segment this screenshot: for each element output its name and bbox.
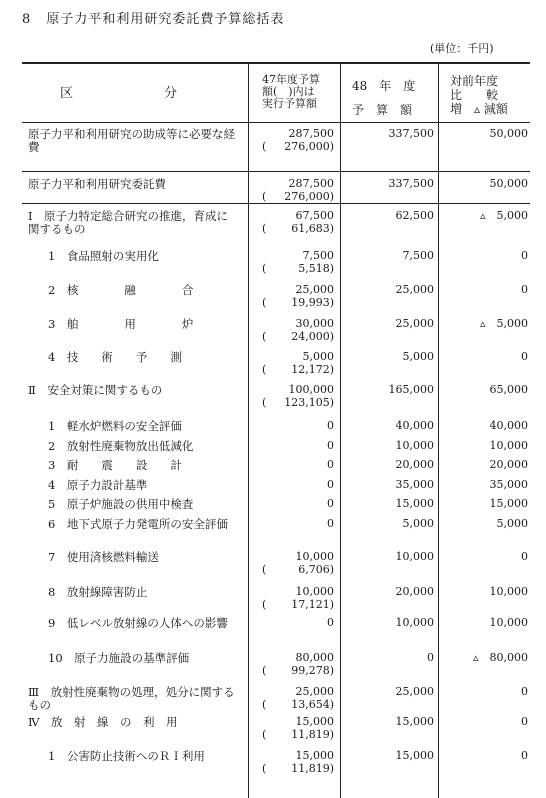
difference-value: 40,000 — [489, 419, 528, 432]
executed-amount: 5,518) — [298, 262, 334, 275]
budget-47-value: 287,500 — [288, 177, 334, 190]
budget-47-value: 0 — [327, 616, 334, 629]
header-budget-48-line1: 48 年 度 — [352, 79, 416, 93]
budget-48-value: 165,000 — [388, 383, 434, 396]
row-label: 3 舶 用 炉 — [48, 317, 194, 331]
difference-value: 0 — [521, 685, 528, 698]
difference-value: 10,000 — [489, 616, 528, 629]
difference-value: 35,000 — [489, 478, 528, 491]
col-divider-3 — [438, 62, 439, 798]
budget-47-value: 10,000 — [295, 550, 334, 563]
budget-48-value: 0 — [427, 651, 434, 664]
open-paren: ( — [262, 698, 267, 711]
budget-47-executed-value — [262, 763, 338, 775]
row-label: 1 公害防止技術へのＲＩ利用 — [48, 749, 205, 763]
row-label: 1 食品照射の実用化 — [48, 249, 159, 263]
row-label: 3 耐 震 設 計 — [48, 458, 182, 472]
difference-value: 0 — [521, 350, 528, 363]
title-number: 8 — [22, 12, 32, 27]
executed-amount: 6,706) — [298, 563, 334, 576]
row-label: 原子力平和利用研究の助成等に必要な経費 — [28, 127, 235, 154]
header-budget-48-line2: 予 算 額 — [352, 103, 413, 117]
header-budget-48 — [352, 74, 415, 122]
budget-48-value: 20,000 — [395, 458, 434, 471]
table-top-rule — [22, 62, 530, 64]
budget-48-value: 337,500 — [388, 177, 434, 190]
budget-47-executed-value — [262, 263, 338, 275]
budget-47-executed-value — [262, 397, 338, 409]
section-rule — [22, 203, 530, 204]
budget-47-value: 25,000 — [295, 283, 334, 296]
budget-47-executed-value — [262, 223, 338, 235]
budget-48-value: 25,000 — [395, 317, 434, 330]
row-label: 8 放射線障害防止 — [48, 585, 148, 599]
header-comparison-line3: 増 ▵ 減額 — [450, 102, 508, 116]
budget-47-executed-value — [262, 191, 338, 203]
budget-47-executed-value — [262, 297, 338, 309]
budget-48-value: 5,000 — [402, 517, 434, 530]
open-paren: ( — [262, 728, 267, 741]
budget-48-value: 7,500 — [402, 249, 434, 262]
header-bottom-rule — [22, 122, 530, 123]
row-label: 7 使用済核燃料輸送 — [48, 550, 159, 564]
executed-amount: 12,172) — [291, 363, 334, 376]
difference-value: 5,000 — [496, 517, 528, 530]
open-paren: ( — [262, 563, 267, 576]
difference-value: 0 — [521, 249, 528, 262]
header-budget-47-line2: 額( )内は — [262, 85, 315, 98]
header-budget-47-line3: 実行予算額 — [262, 97, 317, 110]
row-label: Ⅲ 放射性廃棄物の処理，処分に関するもの — [28, 685, 235, 712]
difference-value: 65,000 — [489, 383, 528, 396]
budget-47-executed-value — [262, 729, 338, 741]
difference-value: 10,000 — [489, 585, 528, 598]
budget-47-value: 10,000 — [295, 585, 334, 598]
budget-48-value: 25,000 — [395, 685, 434, 698]
open-paren: ( — [262, 396, 267, 409]
row-label: 4 原子力設計基準 — [48, 478, 148, 492]
budget-47-executed-value — [262, 699, 338, 711]
budget-47-value: 25,000 — [295, 685, 334, 698]
header-budget-47-line1: 47年度予算 — [262, 73, 320, 86]
open-paren: ( — [262, 190, 267, 203]
budget-47-value: 7,500 — [302, 249, 334, 262]
open-paren: ( — [262, 296, 267, 309]
open-paren: ( — [262, 363, 267, 376]
budget-47-value: 287,500 — [288, 127, 334, 140]
budget-47-value: 0 — [327, 458, 334, 471]
col-divider-2 — [340, 62, 341, 798]
header-comparison — [450, 74, 508, 116]
budget-48-value: 10,000 — [395, 550, 434, 563]
budget-47-value: 0 — [327, 517, 334, 530]
executed-amount: 17,121) — [291, 598, 334, 611]
budget-47-value: 0 — [327, 419, 334, 432]
open-paren: ( — [262, 598, 267, 611]
header-category: 区 分 — [60, 86, 178, 101]
budget-47-value: 80,000 — [295, 651, 334, 664]
budget-47-executed-value — [262, 665, 338, 677]
budget-48-value: 15,000 — [395, 715, 434, 728]
budget-47-executed-value — [262, 141, 338, 153]
row-label: 9 低レベル放射線の人体への影響 — [48, 616, 228, 630]
executed-amount: 13,654) — [291, 698, 334, 711]
header-budget-47 — [262, 74, 320, 110]
difference-value: 15,000 — [489, 497, 528, 510]
executed-amount: 11,819) — [291, 728, 334, 741]
budget-47-executed-value — [262, 364, 338, 376]
difference-value: 0 — [521, 283, 528, 296]
row-label: 2 核 融 合 — [48, 283, 194, 297]
budget-47-executed-value — [262, 564, 338, 576]
budget-48-value: 20,000 — [395, 585, 434, 598]
difference-value: 0 — [521, 715, 528, 728]
difference-value: 0 — [521, 749, 528, 762]
budget-47-value: 15,000 — [295, 749, 334, 762]
row-label: 原子力平和利用研究委託費 — [28, 177, 166, 191]
budget-47-value: 30,000 — [295, 317, 334, 330]
budget-48-value: 337,500 — [388, 127, 434, 140]
open-paren: ( — [262, 222, 267, 235]
open-paren: ( — [262, 762, 267, 775]
budget-48-value: 15,000 — [395, 749, 434, 762]
difference-value: ▵ 5,000 — [479, 317, 528, 330]
budget-47-value: 67,500 — [295, 209, 334, 222]
budget-48-value: 10,000 — [395, 439, 434, 452]
row-label: 6 地下式原子力発電所の安全評価 — [48, 517, 228, 531]
open-paren: ( — [262, 664, 267, 677]
executed-amount: 24,000) — [291, 330, 334, 343]
difference-value: 20,000 — [489, 458, 528, 471]
budget-48-value: 62,500 — [395, 209, 434, 222]
difference-value: 10,000 — [489, 439, 528, 452]
budget-47-value: 5,000 — [302, 350, 334, 363]
row-label: 5 原子炉施設の供用中検査 — [48, 497, 194, 511]
difference-value: 50,000 — [489, 177, 528, 190]
row-label: 1 軽水炉燃料の安全評価 — [48, 419, 182, 433]
page-title — [22, 8, 284, 27]
col-divider-1 — [248, 62, 249, 798]
open-paren: ( — [262, 262, 267, 275]
budget-47-executed-value — [262, 599, 338, 611]
row-label: Ⅳ 放 射 線 の 利 用 — [28, 715, 178, 729]
executed-amount: 123,105) — [284, 396, 334, 409]
header-comparison-line1: 対前年度 — [450, 74, 499, 88]
executed-amount: 11,819) — [291, 762, 334, 775]
budget-48-value: 25,000 — [395, 283, 434, 296]
budget-47-executed-value — [262, 331, 338, 343]
open-paren: ( — [262, 330, 267, 343]
executed-amount: 19,993) — [291, 296, 334, 309]
executed-amount: 99,278) — [291, 664, 334, 677]
subtotal-rule — [22, 171, 530, 172]
budget-48-value: 35,000 — [395, 478, 434, 491]
row-label: Ⅱ 安全対策に関するもの — [28, 383, 163, 397]
unit-label: (単位：千円) — [430, 42, 494, 55]
title-text: 原子力平和利用研究委託費予算総括表 — [46, 12, 285, 27]
budget-48-value: 10,000 — [395, 616, 434, 629]
executed-amount: 61,683) — [291, 222, 334, 235]
budget-47-value: 0 — [327, 439, 334, 452]
header-comparison-line2: 比 較 — [450, 88, 499, 102]
budget-48-value: 5,000 — [402, 350, 434, 363]
row-label: Ⅰ 原子力特定総合研究の推進，育成に関するもの — [28, 209, 229, 236]
difference-value: 0 — [521, 550, 528, 563]
row-label: 10 原子力施設の基準評価 — [48, 651, 190, 665]
row-label: 2 放射性廃棄物放出低減化 — [48, 439, 194, 453]
difference-value: 50,000 — [489, 127, 528, 140]
open-paren: ( — [262, 140, 267, 153]
budget-47-value: 15,000 — [295, 715, 334, 728]
row-label: 4 技 術 予 測 — [48, 350, 182, 364]
budget-47-value: 100,000 — [288, 383, 334, 396]
budget-47-value: 0 — [327, 497, 334, 510]
budget-48-value: 40,000 — [395, 419, 434, 432]
budget-48-value: 15,000 — [395, 497, 434, 510]
budget-47-value: 0 — [327, 478, 334, 491]
executed-amount: 276,000) — [284, 140, 334, 153]
difference-value: ▵ 80,000 — [472, 651, 528, 664]
difference-value: ▵ 5,000 — [479, 209, 528, 222]
executed-amount: 276,000) — [284, 190, 334, 203]
